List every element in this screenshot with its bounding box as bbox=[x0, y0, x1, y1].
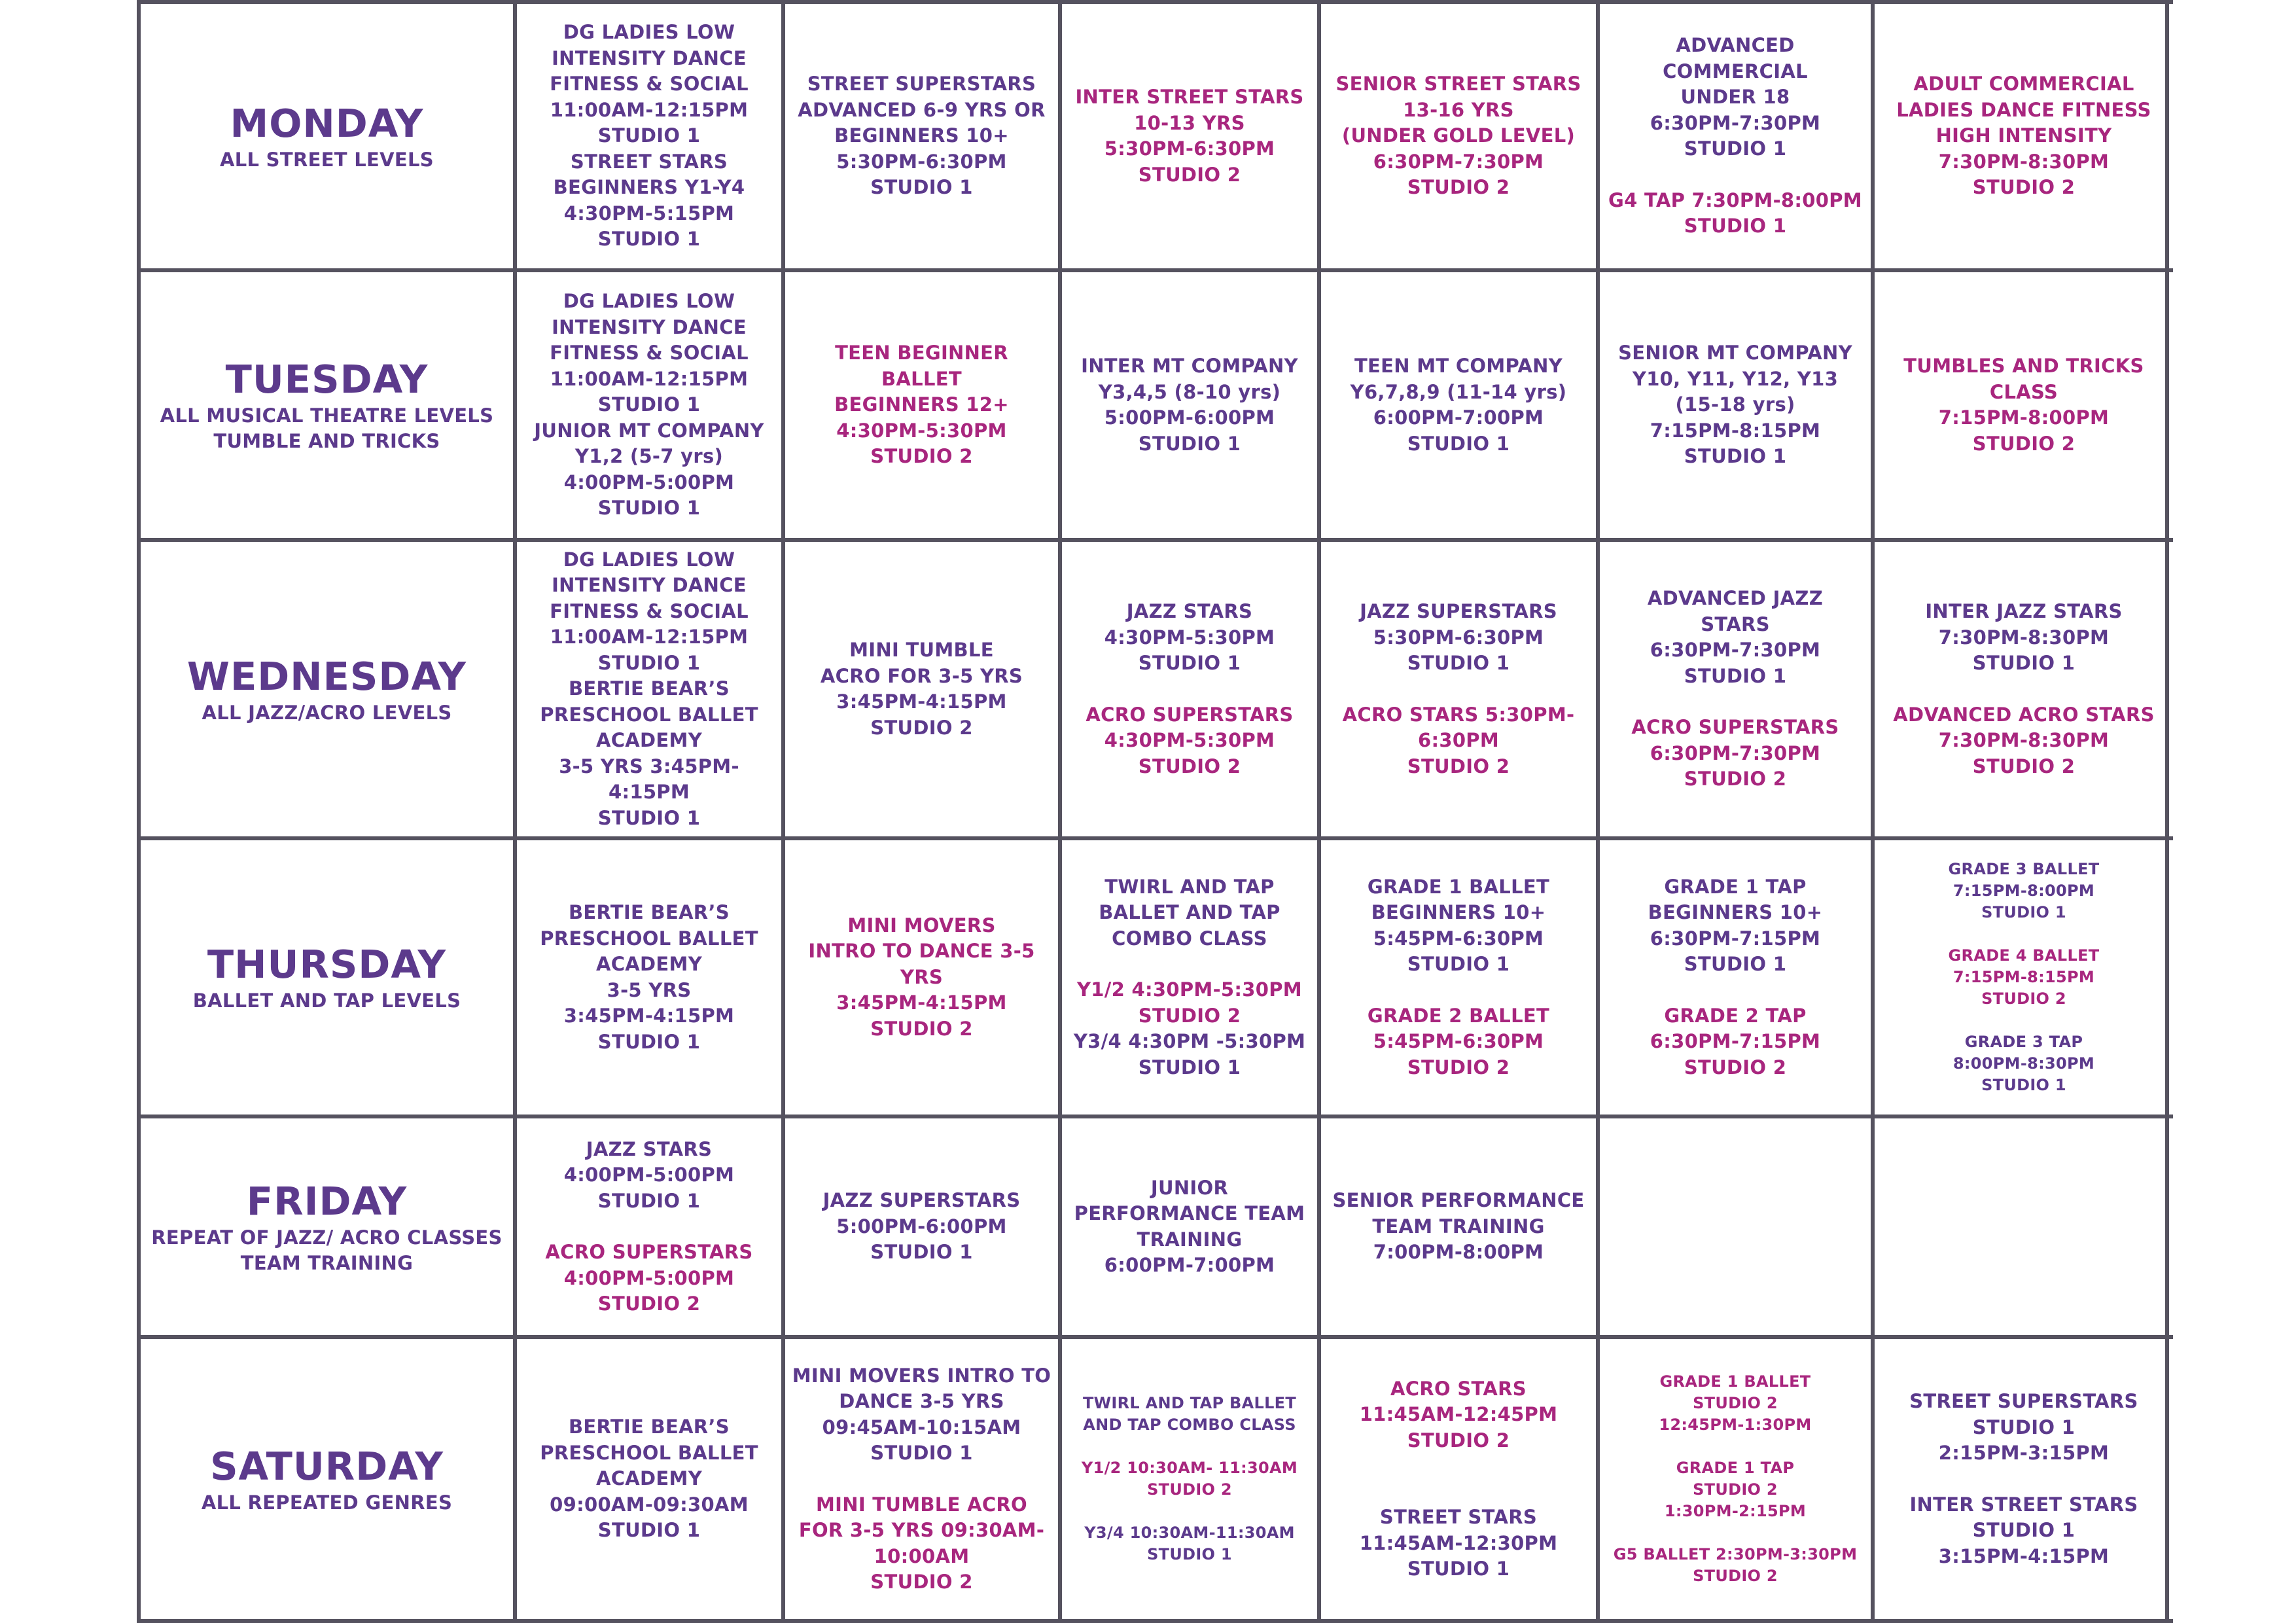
class-cell bbox=[1875, 542, 2173, 840]
class-cell bbox=[517, 542, 785, 840]
class-entry: ADULT COMMERCIAL LADIES DANCE FITNESS HIGH INTENSITY 7:30PM-8:30PM STUDIO 2 bbox=[1896, 73, 2151, 199]
class-cell bbox=[1875, 840, 2173, 1118]
class-entry: TEEN MT COMPANY Y6,7,8,9 (11-14 yrs) 6:00PM-7:00PM STUDIO 1 bbox=[1350, 355, 1567, 455]
class-cell bbox=[1062, 840, 1321, 1118]
class-entry: GRADE 3 BALLET 7:15PM-8:00PM STUDIO 1 bbox=[1948, 860, 2100, 921]
class-entry: MINI TUMBLE ACRO FOR 3-5 YRS 09:30AM- 10:00AM STUDIO 2 bbox=[798, 1493, 1045, 1593]
class-cell bbox=[1062, 272, 1321, 542]
class-entry: MINI TUMBLE ACRO FOR 3-5 YRS 3:45PM-4:15PM STUDIO 2 bbox=[820, 639, 1023, 739]
day-subtitle: BALLET AND TAP LEVELS bbox=[192, 990, 461, 1012]
class-entry: ACRO STARS 5:30PM- 6:30PM STUDIO 2 bbox=[1342, 703, 1575, 777]
class-entry: BERTIE BEAR’S PRESCHOOL BALLET ACADEMY 3-5 YRS 3:45PM-4:15PM STUDIO 1 bbox=[540, 901, 758, 1053]
day-header-thursday bbox=[141, 840, 517, 1118]
day-subtitle: ALL MUSICAL THEATRE LEVELS TUMBLE AND TRICKS bbox=[160, 404, 494, 452]
class-entry: BERTIE BEAR’S PRESCHOOL BALLET ACADEMY 3-5 YRS 3:45PM-4:15PM STUDIO 1 bbox=[540, 677, 758, 829]
day-header-friday bbox=[141, 1118, 517, 1339]
class-entry: DG LADIES LOW INTENSITY DANCE FITNESS & SOCIAL 11:00AM-12:15PM STUDIO 1 bbox=[550, 548, 749, 674]
class-entry: SENIOR MT COMPANY Y10, Y11, Y12, Y13 (15-18 yrs) 7:15PM-8:15PM STUDIO 1 bbox=[1618, 342, 1852, 468]
day-name: TUESDAY bbox=[225, 357, 429, 402]
class-entry: G4 TAP 7:30PM-8:00PM STUDIO 1 bbox=[1608, 188, 1862, 238]
class-entry: GRADE 1 TAP BEGINNERS 10+ 6:30PM-7:15PM STUDIO 1 bbox=[1648, 875, 1823, 976]
class-cell bbox=[1875, 1118, 2173, 1339]
class-cell bbox=[517, 1339, 785, 1623]
day-name: SATURDAY bbox=[210, 1443, 444, 1489]
day-name: WEDNESDAY bbox=[186, 653, 467, 699]
class-entry: ADVANCED COMMERCIAL UNDER 18 6:30PM-7:30PM STUDIO 1 bbox=[1650, 34, 1821, 160]
class-entry: MINI MOVERS INTRO TO DANCE 3-5 YRS 3:45PM-4:15PM STUDIO 2 bbox=[808, 914, 1035, 1040]
timetable-grid bbox=[137, 0, 2169, 1623]
class-entry: G5 BALLET 2:30PM-3:30PM STUDIO 2 bbox=[1613, 1545, 1858, 1585]
class-entry: GRADE 3 TAP 8:00PM-8:30PM STUDIO 1 bbox=[1952, 1033, 2095, 1094]
class-cell bbox=[785, 840, 1062, 1118]
class-entry: SENIOR STREET STARS 13-16 YRS (UNDER GOLD LEVEL) 6:30PM-7:30PM STUDIO 2 bbox=[1335, 73, 1581, 199]
class-entry: GRADE 1 BALLET BEGINNERS 10+ 5:45PM-6:30PM STUDIO 1 bbox=[1367, 875, 1550, 976]
class-entry: TEEN BEGINNER BALLET BEGINNERS 12+ 4:30PM-5:30PM STUDIO 2 bbox=[834, 342, 1009, 468]
day-name: THURSDAY bbox=[207, 942, 447, 987]
class-entry: Y1/2 4:30PM-5:30PM STUDIO 2 bbox=[1077, 978, 1302, 1027]
class-cell bbox=[785, 272, 1062, 542]
class-entry: STREET SUPERSTARS STUDIO 1 2:15PM-3:15PM bbox=[1909, 1390, 2138, 1464]
class-entry: ACRO SUPERSTARS 6:30PM-7:30PM STUDIO 2 bbox=[1631, 716, 1839, 791]
class-entry: JAZZ SUPERSTARS 5:30PM-6:30PM STUDIO 1 bbox=[1360, 600, 1557, 674]
class-entry: JAZZ SUPERSTARS 5:00PM-6:00PM STUDIO 1 bbox=[822, 1189, 1021, 1264]
class-entry: BERTIE BEAR’S PRESCHOOL BALLET ACADEMY 09:00AM-09:30AM STUDIO 1 bbox=[540, 1416, 758, 1542]
day-header-tuesday bbox=[141, 272, 517, 542]
class-cell bbox=[1321, 840, 1600, 1118]
class-entry: GRADE 1 BALLET STUDIO 2 12:45PM-1:30PM bbox=[1659, 1372, 1812, 1434]
day-subtitle: ALL STREET LEVELS bbox=[219, 148, 434, 171]
class-cell bbox=[1062, 1339, 1321, 1623]
day-subtitle: ALL REPEATED GENRES bbox=[201, 1491, 453, 1514]
class-entry: GRADE 2 BALLET 5:45PM-6:30PM STUDIO 2 bbox=[1367, 1004, 1550, 1079]
class-entry: JUNIOR PERFORMANCE TEAM TRAINING 6:00PM-7:00PM bbox=[1074, 1176, 1305, 1276]
class-entry: ACRO SUPERSTARS 4:30PM-5:30PM STUDIO 2 bbox=[1086, 703, 1294, 777]
day-name: FRIDAY bbox=[246, 1178, 408, 1224]
day-header-monday bbox=[141, 0, 517, 272]
class-entry: GRADE 4 BALLET 7:15PM-8:15PM STUDIO 2 bbox=[1948, 946, 2100, 1008]
class-entry: Y1/2 10:30AM- 11:30AM STUDIO 2 bbox=[1081, 1459, 1298, 1499]
class-cell bbox=[1321, 542, 1600, 840]
class-cell bbox=[1600, 542, 1875, 840]
class-entry: GRADE 1 TAP STUDIO 2 1:30PM-2:15PM bbox=[1664, 1459, 1807, 1520]
class-entry: ACRO SUPERSTARS 4:00PM-5:00PM STUDIO 2 bbox=[545, 1241, 753, 1315]
class-entry: INTER JAZZ STARS 7:30PM-8:30PM STUDIO 1 bbox=[1925, 600, 2123, 674]
class-cell bbox=[1600, 0, 1875, 272]
class-cell bbox=[1600, 840, 1875, 1118]
class-cell bbox=[1321, 0, 1600, 272]
class-cell bbox=[517, 1118, 785, 1339]
day-header-wednesday bbox=[141, 542, 517, 840]
class-cell bbox=[785, 0, 1062, 272]
class-entry: TUMBLES AND TRICKS CLASS 7:15PM-8:00PM STUDIO 2 bbox=[1903, 355, 2144, 455]
class-cell bbox=[1062, 0, 1321, 272]
day-name: MONDAY bbox=[230, 100, 424, 146]
class-entry: GRADE 2 TAP 6:30PM-7:15PM STUDIO 2 bbox=[1650, 1004, 1821, 1079]
class-entry: STREET SUPERSTARS ADVANCED 6-9 YRS OR BEGINNERS 10+ 5:30PM-6:30PM STUDIO 1 bbox=[798, 73, 1046, 199]
class-cell bbox=[785, 542, 1062, 840]
class-entry: TWIRL AND TAP BALLET AND TAP COMBO CLASS bbox=[1099, 875, 1280, 950]
class-entry: STREET STARS BEGINNERS Y1-Y4 4:30PM-5:15PM STUDIO 1 bbox=[553, 150, 745, 251]
class-cell bbox=[1875, 272, 2173, 542]
class-cell bbox=[1875, 1339, 2173, 1623]
class-cell bbox=[517, 272, 785, 542]
day-header-saturday bbox=[141, 1339, 517, 1623]
class-entry: INTER STREET STARS 10-13 YRS 5:30PM-6:30PM STUDIO 2 bbox=[1075, 86, 1304, 186]
class-entry: Y3/4 4:30PM -5:30PM STUDIO 1 bbox=[1073, 1030, 1306, 1079]
class-entry: JAZZ STARS 4:00PM-5:00PM STUDIO 1 bbox=[563, 1137, 735, 1212]
class-cell bbox=[1321, 1339, 1600, 1623]
class-cell bbox=[1321, 272, 1600, 542]
class-entry: INTER MT COMPANY Y3,4,5 (8-10 yrs) 5:00PM-6:00PM STUDIO 1 bbox=[1081, 355, 1298, 455]
class-entry: MINI MOVERS INTRO TO DANCE 3-5 YRS 09:45AM-10:15AM STUDIO 1 bbox=[792, 1364, 1051, 1464]
class-entry: INTER STREET STARS STUDIO 1 3:15PM-4:15PM bbox=[1909, 1493, 2138, 1567]
class-entry: Y3/4 10:30AM-11:30AM STUDIO 1 bbox=[1084, 1524, 1295, 1563]
class-cell bbox=[1600, 272, 1875, 542]
class-cell bbox=[1321, 1118, 1600, 1339]
class-cell bbox=[517, 0, 785, 272]
class-cell bbox=[1062, 1118, 1321, 1339]
class-entry: ADVANCED ACRO STARS 7:30PM-8:30PM STUDIO 2 bbox=[1893, 703, 2155, 777]
class-cell bbox=[517, 840, 785, 1118]
class-cell bbox=[785, 1339, 1062, 1623]
class-entry: ADVANCED JAZZ STARS 6:30PM-7:30PM STUDIO 1 bbox=[1647, 587, 1824, 687]
class-cell bbox=[785, 1118, 1062, 1339]
class-cell bbox=[1875, 0, 2173, 272]
class-entry: TWIRL AND TAP BALLET AND TAP COMBO CLASS bbox=[1082, 1394, 1297, 1434]
class-entry: STREET STARS 11:45AM-12:30PM STUDIO 1 bbox=[1359, 1506, 1558, 1580]
day-subtitle: ALL JAZZ/ACRO LEVELS bbox=[202, 701, 452, 724]
class-entry: DG LADIES LOW INTENSITY DANCE FITNESS & SOCIAL 11:00AM-12:15PM STUDIO 1 bbox=[550, 290, 749, 416]
class-cell bbox=[1062, 542, 1321, 840]
class-entry: DG LADIES LOW INTENSITY DANCE FITNESS & SOCIAL 11:00AM-12:15PM STUDIO 1 bbox=[550, 21, 749, 147]
class-entry: SENIOR PERFORMANCE TEAM TRAINING 7:00PM-8:00PM bbox=[1332, 1189, 1585, 1264]
day-subtitle: REPEAT OF JAZZ/ ACRO CLASSES TEAM TRAINING bbox=[151, 1226, 503, 1274]
class-entry: JUNIOR MT COMPANY Y1,2 (5-7 yrs) 4:00PM-5:00PM STUDIO 1 bbox=[534, 419, 764, 520]
class-entry: ACRO STARS 11:45AM-12:45PM STUDIO 2 bbox=[1359, 1377, 1558, 1452]
class-entry: JAZZ STARS 4:30PM-5:30PM STUDIO 1 bbox=[1104, 600, 1275, 674]
class-cell bbox=[1600, 1118, 1875, 1339]
class-cell bbox=[1600, 1339, 1875, 1623]
